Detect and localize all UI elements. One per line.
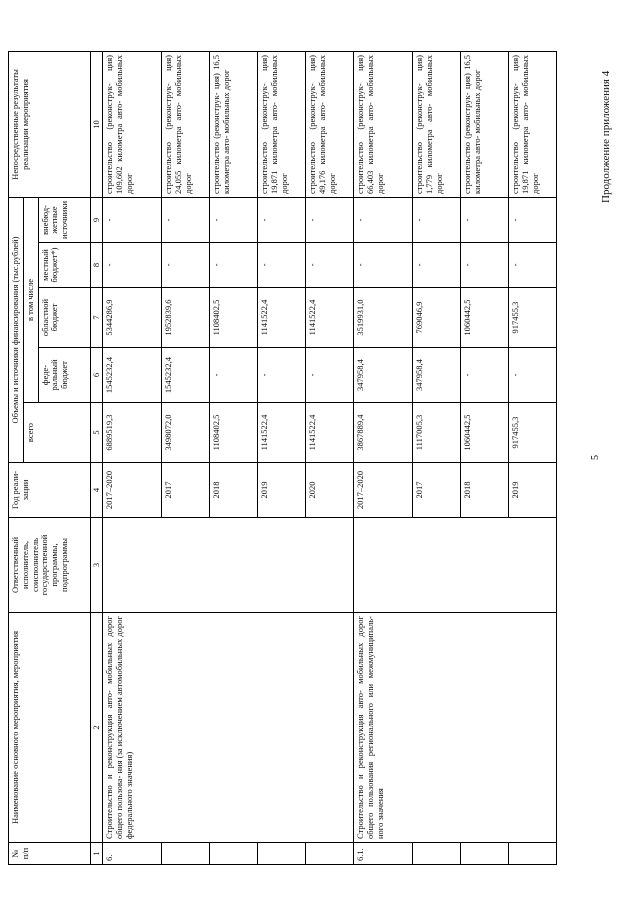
row-regional: 1952839,6 [162, 288, 210, 348]
row-federal: 347958,4 [413, 348, 461, 403]
row-extra: - [210, 197, 258, 242]
row-result: строительство (реконструк- ция) 49,176 километра авто- мобильных дорог [306, 51, 354, 197]
row-name: Строительство и реконструкция авто- мобильных дорог общего пользова- ния (за исключением автомобильных дорог федерального значения) [103, 613, 354, 843]
row-total: 1141522,4 [306, 403, 354, 463]
row-local: - [162, 243, 210, 288]
row-extra: - [162, 197, 210, 242]
row-no [509, 843, 557, 865]
row-result: строительство (реконструк- ция) 19,871 километра авто- мобильных дорог [509, 51, 557, 197]
row-extra: - [354, 197, 413, 242]
table-row [354, 51, 413, 864]
row-total: 1141522,4 [258, 403, 306, 463]
financing-table [8, 51, 557, 865]
row-result: строительство (реконструк- ция) 1,779 километра авто- мобильных дорог [413, 51, 461, 197]
row-no: 6.1. [354, 843, 413, 865]
row-regional: 3519931,0 [354, 288, 413, 348]
row-federal: - [461, 348, 509, 403]
row-federal: - [258, 348, 306, 403]
col-number: 9 [90, 197, 103, 242]
row-regional: 1141522,4 [258, 288, 306, 348]
row-total: 3867889,4 [354, 403, 413, 463]
row-regional: 1141522,4 [306, 288, 354, 348]
row-result: строительство (реконструк- ция) 109,602 километра авто- мобильных дорог [103, 51, 162, 197]
col-number: 5 [90, 403, 103, 463]
header-federal: феде- ральный бюджет [38, 348, 90, 403]
header-year: Год реали- зации [9, 463, 91, 518]
col-number: 3 [90, 518, 103, 613]
row-result: строительство (реконструк- ция) 16,5 километра авто- мобильных дорог [461, 51, 509, 197]
header-total: всего [23, 403, 90, 463]
row-year: 2018 [210, 463, 258, 518]
row-extra: - [258, 197, 306, 242]
row-total: 3498072,0 [162, 403, 210, 463]
header-local: местный бюджет*) [38, 243, 90, 288]
row-responsible [103, 518, 354, 613]
row-name: Строительство и реконструкция авто- мобильных дорог общего пользования регионального или межмуниципаль- ного значения [354, 613, 557, 843]
row-total: 1060442,5 [461, 403, 509, 463]
row-regional: 1060442,5 [461, 288, 509, 348]
col-number: 7 [90, 288, 103, 348]
row-local: - [103, 243, 162, 288]
row-local: - [509, 243, 557, 288]
row-year: 2017–2020 [354, 463, 413, 518]
row-local: - [306, 243, 354, 288]
col-number: 8 [90, 243, 103, 288]
row-no [413, 843, 461, 865]
row-total: 6889519,3 [103, 403, 162, 463]
row-year: 2018 [461, 463, 509, 518]
row-year: 2019 [509, 463, 557, 518]
row-federal: 1545232,4 [103, 348, 162, 403]
row-federal: 347958,4 [354, 348, 413, 403]
row-no [306, 843, 354, 865]
row-result: строительство (реконструк- ция) 66,403 километра авто- мобильных дорог [354, 51, 413, 197]
row-no [461, 843, 509, 865]
row-local: - [354, 243, 413, 288]
row-regional: 769046,9 [413, 288, 461, 348]
header-incl: в том числе [23, 197, 38, 402]
row-regional: 5344286,9 [103, 288, 162, 348]
row-regional: 917455,3 [509, 288, 557, 348]
row-extra: - [306, 197, 354, 242]
row-year: 2017 [162, 463, 210, 518]
header-responsible: Ответственный исполнитель, соисполнитель государственной программы, подпрограммы [9, 518, 91, 613]
row-local: - [210, 243, 258, 288]
row-year: 2017–2020 [103, 463, 162, 518]
row-no [210, 843, 258, 865]
row-result: строительство (реконструк- ция) 19,871 километра авто- мобильных дорог [258, 51, 306, 197]
appendix-caption: Продолжение приложения 4 [600, 70, 612, 203]
row-federal: - [210, 348, 258, 403]
row-extra: - [509, 197, 557, 242]
header-extra: внебюд- жетные источники [38, 197, 90, 242]
row-local: - [258, 243, 306, 288]
col-number: 10 [90, 51, 103, 197]
row-federal: - [509, 348, 557, 403]
row-year: 2017 [413, 463, 461, 518]
row-extra: - [461, 197, 509, 242]
row-regional: 1108402,5 [210, 288, 258, 348]
col-number: 1 [90, 843, 103, 865]
header-result: Непосредственные результаты реализации мероприятия [9, 51, 91, 197]
col-number: 4 [90, 463, 103, 518]
row-year: 2020 [306, 463, 354, 518]
row-total: 917455,3 [509, 403, 557, 463]
row-no [162, 843, 210, 865]
header-no: № п/п [9, 843, 91, 865]
col-number: 6 [90, 348, 103, 403]
col-number: 2 [90, 613, 103, 843]
row-local: - [413, 243, 461, 288]
table-row [103, 51, 162, 864]
page-number: 5 [590, 455, 601, 460]
header-volumes: Объемы и источники финансирования (тыс.рублей) [9, 197, 24, 462]
row-responsible [354, 518, 557, 613]
row-local: - [461, 243, 509, 288]
header-regional: областной бюджет [38, 288, 90, 348]
row-result: строительство (реконструк- ция) 24,055 километра авто- мобильных дорог [162, 51, 210, 197]
row-result: строительство (реконструк- ция) 16,5 километра авто- мобильных дорог [210, 51, 258, 197]
row-federal: - [306, 348, 354, 403]
row-extra: - [413, 197, 461, 242]
row-year: 2019 [258, 463, 306, 518]
row-extra: - [103, 197, 162, 242]
row-federal: 1545232,4 [162, 348, 210, 403]
header-name: Наименование основного мероприятия, мероприятия [9, 613, 91, 843]
row-total: 1117005,3 [413, 403, 461, 463]
row-total: 1108402,5 [210, 403, 258, 463]
row-no: 6. [103, 843, 162, 865]
row-no [258, 843, 306, 865]
